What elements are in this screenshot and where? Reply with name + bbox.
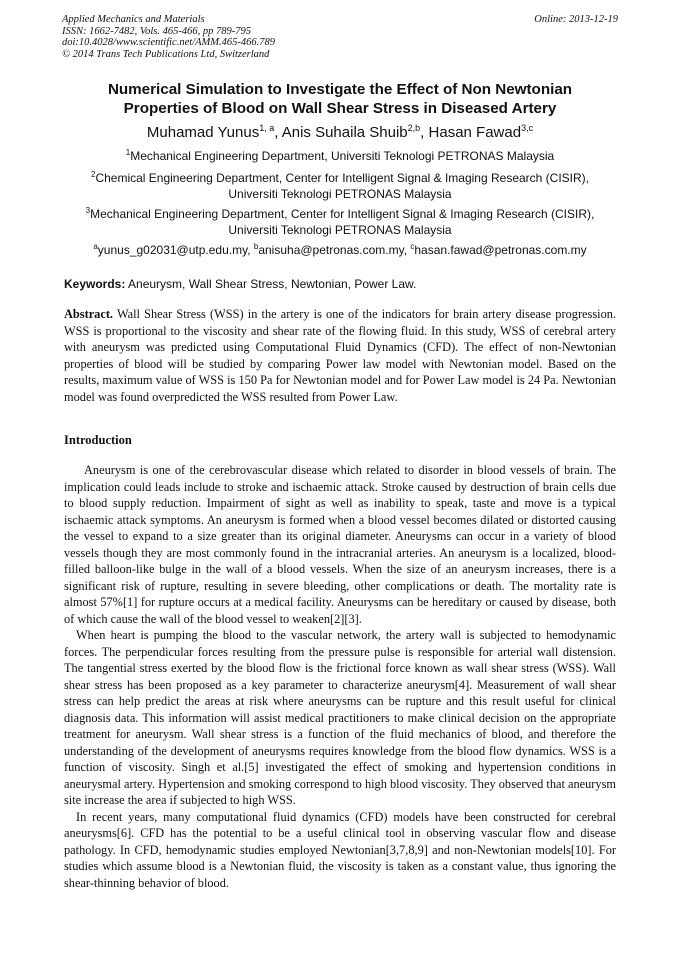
author-3: Hasan Fawad [428,124,522,141]
email-2: anisuha@petronas.com.my, [258,243,408,257]
author-3-affil: 3,c [521,123,534,133]
abstract-text: Wall Shear Stress (WSS) in the artery is one of the indicators for brain artery disease progression. WSS is proportional to the viscosity and shear rate of the flowing fluid. In this study, WSS of cerebral artery with aneurysm was predicted using Computational Fluid Dynamics (CFD). The effect of non-Newtonian properties of blood will be studied by comparing Power law model with Newtonian model. Based on the results, maximum value of WSS is 150 Pa for Newtonian model and for Power Law model is 24 Pa. Newtonian model was found overpredicted the WSS resulted from Power Law. [64,307,616,404]
doi-line: doi:10.4028/www.scientific.net/AMM.465-466.789 [62,37,275,48]
affiliation-1 [62,148,618,164]
affiliation-3 [62,206,618,238]
online-date: Online: 2013-12-19 [534,14,618,25]
title-line-2: Properties of Blood on Wall Shear Stress in Diseased Artery [123,100,557,117]
affiliation-3-line-2: Universiti Teknologi PETRONAS Malaysia [228,223,452,237]
affiliation-2-line-1: Chemical Engineering Department, Center for Intelligent Signal & Imaging Research (CISIR), [95,171,590,185]
email-3-mark: c [410,242,415,251]
affiliation-2 [62,170,618,202]
journal-name: Applied Mechanics and Materials [62,14,205,25]
keywords [64,276,616,292]
keywords-label: Keywords: [64,277,126,291]
affiliation-1-mark: 1 [125,148,131,157]
title-line-1: Numerical Simulation to Investigate the Effect of Non Newtonian [107,81,573,98]
paper-title [62,80,618,118]
email-3: hasan.fawad@petronas.com.my [414,243,587,257]
affiliation-3-mark: 3 [85,206,91,215]
intro-paragraph-2: When heart is pumping the blood to the vascular network, the artery wall is subjected to hemodynamic forces. The perpendicular forces resulting from the pressure pulse is responsible for arterial wall distension. The tangential stress exerted by the blood flow is the frictional force known as wall shear stress (WSS). Wall shear stress has been proposed as a key parameter to characterize aneurysm[4]. Measurement of wall shear stress can help predict the areas at risk where aneurysms can be rupture and this result useful for clinical diagnosis data. This information will assist medical practitioners to make clinical decision on the appropriate treatment for aneurysm. Wall shear stress is a function of the fluid mechanics of blood, and therefore the understanding of the development of aneurysms requires knowledge from the blood flow dynamics. WSS is a function of viscosity. Singh et al.[5] investigated the effect of smoking and hypertension conditions in aneurysmal artery. Hypertension and smoking correspond to high blood viscosity. They observed that aneurysm site increase the area if subjected to high WSS. [64,628,616,807]
affiliation-2-mark: 2 [90,170,96,179]
affiliation-3-line-1: Mechanical Engineering Department, Center for Intelligent Signal & Imaging Research (CISIR), [90,207,595,221]
intro-paragraph-3: In recent years, many computational fluid dynamics (CFD) models have been constructed for cerebral aneurysms[6]. CFD has the potential to be a useful clinical tool in observing vascular flow and disease pathology. In CFD, hemodynamic studies employed Newtonian[3,7,8,9] and non-Newtonian models[10]. For studies which assume blood is a Newtonian fluid, the viscosity is taken as a constant value, thus ignoring the shear-thinning behavior of blood. [64,809,616,890]
email-2-mark: b [253,242,259,251]
introduction-body [64,462,616,891]
email-1: yunus_g02031@utp.edu.my, [97,243,251,257]
author-emails [62,242,618,258]
keywords-text: Aneurysm, Wall Shear Stress, Newtonian, Power Law. [125,277,417,291]
email-1-mark: a [93,242,98,251]
copyright-line: © 2014 Trans Tech Publications Ltd, Switzerland [62,48,270,60]
affiliation-1-text: Mechanical Engineering Department, Universiti Teknologi PETRONAS Malaysia [130,149,555,163]
author-list: Muhamad Yunus$^{1, a}$, Anis Suhaila Shuib$^{2,b}$, Hasan Fawad$^{3,c}$ [146,123,534,141]
abstract [64,306,616,405]
section-heading-introduction: Introduction [64,433,132,447]
issn-line: ISSN: 1662-7482, Vols. 465-466, pp 789-795 [62,25,251,37]
abstract-label: Abstract. [64,307,114,321]
intro-paragraph-1: Aneurysm is one of the cerebrovascular disease which related to disorder in blood vessels of brain. The implication could leads include to stroke and ischaemic attack. Stroke caused by destruction of brain cells due to blood supply reduction. Impairment of sight as well as inability to speak, taste and move is a typical ischaemic attack symptoms. An aneurysm is formed when a blood vessel becomes dilated or distorted causing the vessel to expand to a size greater than its original diameter. Aneurysms can occur in a variety of blood vessels though they are most commonly found in the intracranial arteries. An aneurysm is a localized, blood-filled balloon-like bulge in the wall of a blood vessels. When the size of an aneurysm increases, there is a significant risk of rupture, resulting in severe bleeding, other complications or death. The mortality rate is almost 57%[1] for rupture occurs at a medical facility. Aneurysms can be hereditary or caused by disease, both of which cause the wall of the blood vessel to weaken[2][3]. [64,463,616,626]
author-2: Anis Suhaila Shuib [281,124,408,141]
author-1: Muhamad Yunus [146,124,260,141]
affiliation-2-line-2: Universiti Teknologi PETRONAS Malaysia [228,187,452,201]
author-2-affil: 2,b [407,123,421,133]
journal-header [62,14,618,60]
author-1-affil: 1, a [259,123,275,133]
